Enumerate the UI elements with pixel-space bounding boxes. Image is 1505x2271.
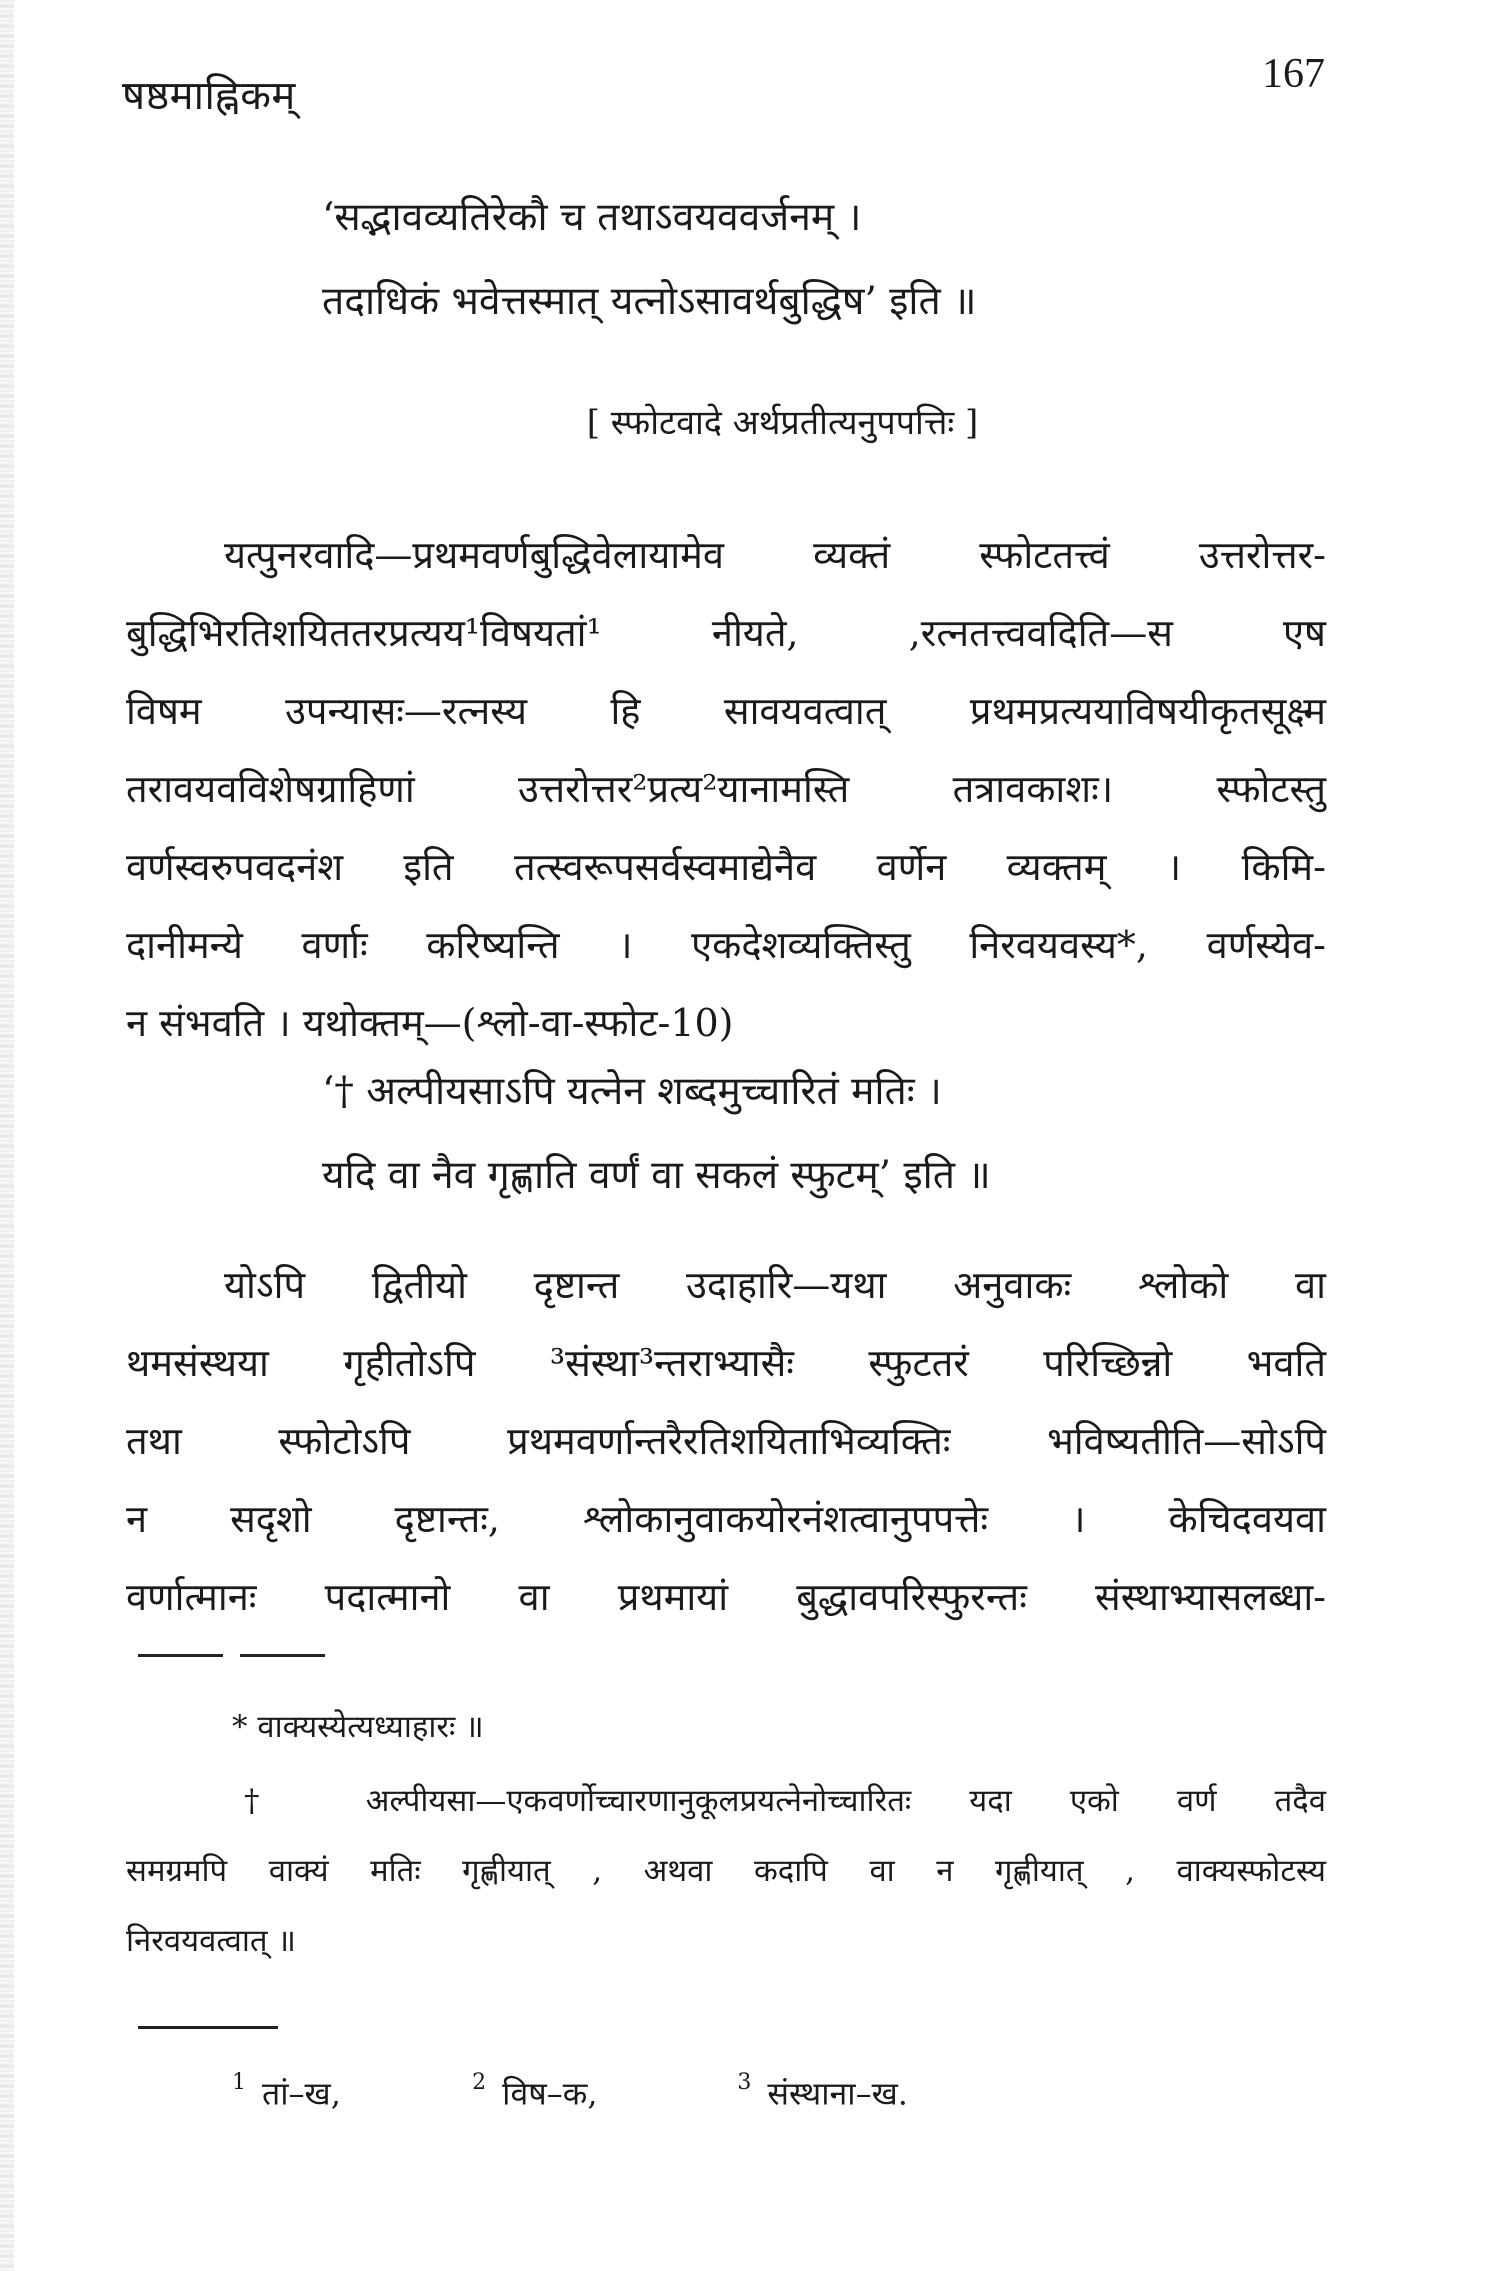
variant-separator bbox=[138, 2026, 278, 2029]
footnote-line: † अल्पीयसा—एकवर्णोच्चारणानुकूलप्रयत्नेनोच्चारितः यदा एको वर्ण तदैव bbox=[244, 1783, 1326, 1819]
variant-readings bbox=[232, 2062, 908, 2119]
text-line: तथा स्फोटोऽपि प्रथमवर्णान्तरैरतिशयिताभिव्यक्तिः भविष्यतीति—सोऽपि bbox=[126, 1419, 1326, 1463]
verse-line: यदि वा नैव गृह्णाति वर्णं वा सकलं स्फुटम्’ इति ॥ bbox=[322, 1153, 991, 1198]
verse-line: ‘† अल्पीयसाऽपि यत्नेन शब्दमुच्चारितं मतिः । bbox=[322, 1069, 942, 1114]
footnote-line: निरवयवत्वात् ॥ bbox=[126, 1923, 296, 1959]
verse-line: ‘सद्भावव्यतिरेकौ च तथाऽवयववर्जनम् । bbox=[322, 195, 862, 240]
verse-block-1 bbox=[322, 176, 976, 344]
variant-mark: 3 bbox=[737, 2070, 752, 2095]
footnote-separator bbox=[138, 1654, 223, 1657]
text-line: दानीमन्ये वर्णाः करिष्यन्ति । एकदेशव्यक्तिस्तु निरवयवस्य*, वर्णस्येव- bbox=[126, 923, 1326, 967]
text-line: यत्पुनरवादि—प्रथमवर्णबुद्धिवेलायामेव व्यक्तं स्फोटतत्त्वं उत्तरोत्तर- bbox=[224, 533, 1326, 577]
variant-text: संस्थाना–ख. bbox=[767, 2074, 908, 2113]
footnote-dagger bbox=[126, 1766, 1326, 1976]
footnote-separator bbox=[240, 1654, 325, 1657]
variant-reading bbox=[737, 2062, 908, 2119]
variant-reading bbox=[232, 2062, 462, 2119]
verse-line: तदाधिकं भवेत्तस्मात् यत्नोऽसावर्थबुद्धिष’ इति ॥ bbox=[322, 279, 977, 324]
text-line: वर्णात्मानः पदात्मानो वा प्रथमायां बुद्धावपरिस्फुरन्तः संस्थाभ्यासलब्धा- bbox=[126, 1575, 1326, 1619]
variant-mark: 1 bbox=[232, 2070, 246, 2095]
variant-reading bbox=[472, 2062, 727, 2119]
variant-mark: 2 bbox=[472, 2070, 487, 2095]
text-line: विषम उपन्यासः—रत्नस्य हि सावयवत्वात् प्रथमप्रत्ययाविषयीकृतसूक्ष्म bbox=[126, 689, 1326, 733]
footnote-line: * वाक्यस्येत्यध्याहारः ॥ bbox=[232, 1709, 484, 1745]
text-line: योऽपि द्वितीयो दृष्टान्त उदाहारि—यथा अनुवाकः श्लोको वा bbox=[224, 1263, 1326, 1307]
paragraph-2 bbox=[126, 1246, 1326, 1636]
paragraph-1 bbox=[126, 516, 1326, 1062]
text-line: न संभवति । यथोक्तम्—(श्लो-वा-स्फोट-10) bbox=[126, 1001, 734, 1045]
verse-block-2 bbox=[322, 1050, 991, 1218]
text-line: बुद्धिभिरतिशयिततरप्रत्यय¹विषयतां¹ नीयते, ,रत्नतत्त्ववदिति—स एष bbox=[126, 611, 1326, 655]
page-number: 167 bbox=[1262, 51, 1325, 97]
text-line: न सदृशो दृष्टान्तः, श्लोकानुवाकयोरनंशत्वानुपपत्तेः । केचिदवयवा bbox=[126, 1497, 1326, 1541]
section-heading: [ स्फोटवादे अर्थप्रतीत्यनुपपत्तिः ] bbox=[586, 403, 979, 443]
running-title: षष्ठमाह्निकम् bbox=[122, 73, 296, 119]
text-line: तरावयवविशेषग्राहिणां उत्तरोत्तर²प्रत्य²यानामस्ति तत्रावकाशः। स्फोटस्तु bbox=[126, 767, 1326, 811]
variant-text: विष–क, bbox=[502, 2074, 598, 2113]
footnote-line: समग्रमपि वाक्यं मतिः गृह्णीयात् , अथवा कदापि वा न गृह्णीयात् , वाक्यस्फोटस्य bbox=[126, 1853, 1326, 1889]
variant-text: तां–ख, bbox=[262, 2074, 341, 2113]
text-line: थमसंस्थया गृहीतोऽपि ³संस्था³न्तराभ्यासैः स्फुटतरं परिच्छिन्नो भवति bbox=[126, 1341, 1326, 1385]
footnote-star bbox=[232, 1692, 1232, 1762]
text-line: वर्णस्वरुपवदनंश इति तत्स्वरूपसर्वस्वमाद्येनैव वर्णेन व्यक्तम् । किमि- bbox=[126, 845, 1326, 889]
page-edge-shadow bbox=[0, 0, 14, 2271]
